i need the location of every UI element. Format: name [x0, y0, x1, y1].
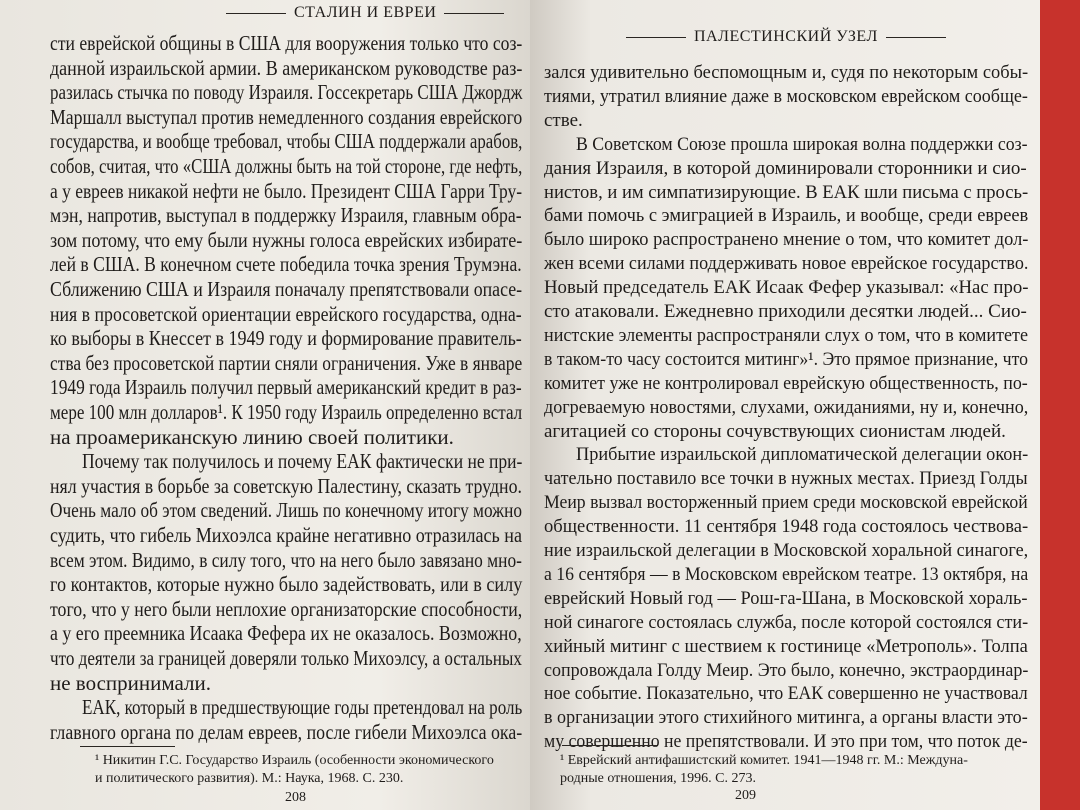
- header-rule: [444, 13, 504, 14]
- body-line: Новый председатель ЕАК Исаак Фефер указывал: «Нас про-: [544, 277, 1029, 299]
- body-line: ное событие. Показательно, что ЕАК совершенно не участвовал: [544, 683, 1028, 705]
- body-line: разилась стычка по поводу Израиля. Госсекретарь США Джордж: [50, 80, 523, 105]
- right-page-number: 209: [735, 788, 756, 803]
- body-line: государства, и вообще требовал, чтобы США поддержали арабов,: [50, 129, 523, 154]
- body-line: сти еврейской общины в США для вооружения только что соз-: [50, 31, 523, 55]
- red-background: [1040, 0, 1080, 810]
- body-line: ства без просоветской партии сняли ограничения. Уже в январе: [50, 350, 523, 375]
- body-line: зом потому, что ему были нужны голоса еврейских избирате-: [50, 227, 523, 252]
- body-line: главного органа по делам евреев, после гибели Михоэлса ока-: [50, 719, 523, 744]
- body-line: а 16 сентября — в Московском еврейском театре. 13 октября, на: [544, 563, 1029, 585]
- body-line: дания Израиля, в которой доминировали сторонники и сио-: [544, 157, 1027, 179]
- right-page: [530, 0, 1040, 810]
- body-line: еврейский Новый год — Рош-га-Шана, в Московской хораль-: [544, 587, 1028, 609]
- body-line: жен всеми силами поддерживать новое еврейское государство.: [544, 253, 1029, 275]
- left-footnote-rule: [80, 746, 175, 747]
- body-line: мэн, напротив, выступал в поддержку Израиля, главным обра-: [50, 203, 522, 228]
- body-line: В Советском Союзе прошла широкая волна поддержки соз-: [576, 133, 1028, 155]
- header-rule: [626, 37, 686, 38]
- footnote-line: ¹ Никитин Г.С. Государство Израиль (особенности экономического: [95, 753, 494, 768]
- body-line: Меир вызвал восторженный прием среди московской еврейской: [544, 492, 1028, 514]
- body-line: Прибытие израильской дипломатической делегации окон-: [576, 444, 1029, 466]
- body-line: того, что у него были неплохие организаторские способности,: [50, 596, 523, 621]
- header-rule: [226, 13, 286, 14]
- body-line: чательно поставило все точки в нужных местах. Приезд Голды: [544, 468, 1028, 490]
- body-line: что деятели за границей доверяли только Михоэлсу, а остальных: [50, 646, 522, 670]
- footnote-line: ¹ Еврейский антифашистский комитет. 1941—1948 гг. М.: Междуна-: [560, 753, 968, 768]
- body-line: судить, что гибель Михоэлса крайне негативно отразилась на: [50, 523, 522, 547]
- body-line: лей в США. В конечном счете победила точка зрения Трумэна.: [50, 252, 522, 277]
- body-line: а у евреев никакой нефти не было. Президент США Гарри Тру-: [50, 178, 523, 203]
- body-line: Сближению США и Израиля поначалу препятствовали опасе-: [50, 277, 523, 301]
- body-line: тиями, утратил влияние даже в московском еврейском сообще-: [544, 85, 1028, 107]
- body-line: Очень мало об этом сведений. Лишь по конечному итогу можно: [50, 498, 522, 523]
- body-line: в организации этого стихийного митинга, а органы власти это-: [544, 707, 1028, 729]
- right-header-text: ПАЛЕСТИНСКИЙ УЗЕЛ: [694, 28, 878, 45]
- body-line: нистов, и им симпатизирующие. В ЕАК шли письма с прось-: [544, 181, 1029, 203]
- body-line: бами помочь с эмиграцией в Израиль, и вообще, среди евреев: [544, 205, 1029, 227]
- footnote-line: родные отношения, 1996. С. 273.: [560, 771, 757, 786]
- header-rule: [886, 37, 946, 38]
- body-line: зался удивительно беспомощным и, судя по некоторым собы-: [544, 62, 1029, 83]
- body-line: мере 100 млн долларов¹. К 1950 году Израиль определенно встал: [50, 400, 523, 424]
- body-line: на проамериканскую линию своей политики.: [50, 424, 454, 449]
- body-line: собов, считая, что «США должны быть на той стороне, где нефть,: [50, 154, 523, 178]
- body-line: стве.: [544, 109, 583, 131]
- body-line: нистские элементы распространяли слух о том, что в комитете: [544, 324, 1029, 346]
- left-running-header: [218, 4, 512, 22]
- left-header-text: СТАЛИН И ЕВРЕИ: [294, 4, 437, 21]
- body-line: нял участия в борьбе за советскую Палестину, сказать трудно.: [50, 473, 522, 498]
- body-line: агитацией со стороны сочувствующих сионистам людей.: [544, 420, 1006, 442]
- right-footnote-rule: [562, 745, 657, 746]
- left-page-number: 208: [285, 790, 306, 805]
- body-line: общественности. 11 сентября 1948 года состоялось чествова-: [544, 516, 1029, 538]
- body-line: хийный митинг с шествием к гостинице «Метрополь». Толпа: [544, 635, 1028, 657]
- body-line: в таком-то часу состоится митинг»¹. Это прямое признание, что: [544, 348, 1029, 370]
- body-line: всем этом. Видимо, в силу того, что на него было завязано мно-: [50, 547, 522, 572]
- body-line: Маршалл выступал против немедленного создания еврейского: [50, 104, 523, 129]
- body-line: го контактов, которые нужно было задействовать, или в силу: [50, 572, 523, 597]
- body-line: ния в просоветской ориентации еврейского государства, одна-: [50, 301, 522, 326]
- body-line: догреваемую новостями, слухами, ожиданиями, ну и, конечно,: [544, 396, 1029, 418]
- body-line: ние израильской делегации в Московской хоральной синагоге,: [544, 540, 1029, 561]
- footnote-line: и политического развития). М.: Наука, 1968. С. 230.: [95, 771, 404, 786]
- body-line: ной синагоге состоялась служба, после которой состоялся сти-: [544, 611, 1029, 633]
- body-line: а у его преемника Исаака Фефера их не оказалось. Возможно,: [50, 621, 522, 646]
- body-line: сто атаковали. Ежедневно приходили десятки людей... Сио-: [544, 301, 1027, 322]
- body-line: было широко распространено мнение о том, что комитет дол-: [544, 229, 1029, 251]
- body-line: ко выборы в Кнессет в 1949 году и формирование правитель-: [50, 326, 522, 351]
- body-line: комитет уже не контролировал еврейскую общественность, по-: [544, 372, 1028, 394]
- body-line: Почему так получилось и почему ЕАК фактически не при-: [82, 449, 523, 474]
- body-line: данной израильской армии. В американском руководстве раз-: [50, 55, 523, 80]
- body-line: му совершенно не препятствовали. И это при том, что поток де-: [544, 731, 1028, 753]
- body-line: 1949 года Израиль получил первый американский кредит в раз-: [50, 375, 522, 400]
- body-line: не воспринимали.: [50, 670, 211, 695]
- body-line: сопровождала Голду Меир. Это было, конечно, экстраординар-: [544, 659, 1029, 681]
- body-line: ЕАК, который в предшествующие годы претендовал на роль: [82, 695, 523, 720]
- right-running-header: [618, 28, 954, 46]
